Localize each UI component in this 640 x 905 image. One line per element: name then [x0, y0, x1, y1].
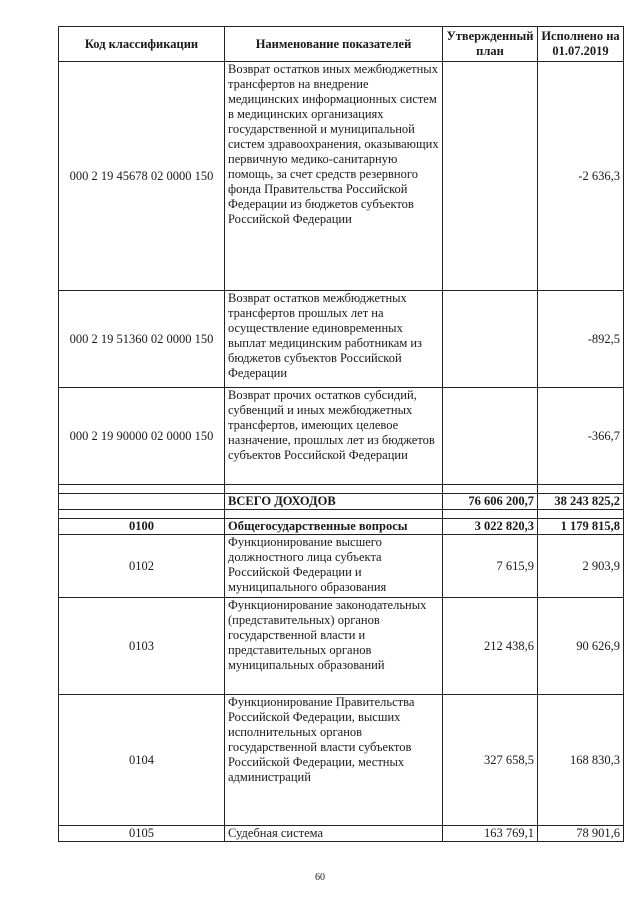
header-done: Исполнено на 01.07.2019 — [538, 27, 624, 62]
row-plan — [443, 291, 538, 388]
row-name: Возврат остатков межбюджетных трансфертов прошлых лет на осуществление единовременных выплат медицинским работникам из бюджетов субъектов Российской Федерации — [225, 291, 443, 388]
row-name: Функционирование высшего должностного лица субъекта Российской Федерации и муниципального образования — [225, 535, 443, 598]
row-done: -2 636,3 — [538, 62, 624, 291]
row-plan: 212 438,6 — [443, 598, 538, 695]
table-row — [59, 62, 624, 291]
row-done: 78 901,6 — [538, 826, 624, 842]
total-plan: 76 606 200,7 — [443, 494, 538, 510]
row-name: Возврат прочих остатков субсидий, субвенций и иных межбюджетных трансфертов, имеющих целевое назначение, прошлых лет из бюджетов субъектов Российской Федерации — [225, 388, 443, 485]
row-name: Судебная система — [225, 826, 443, 842]
spacer-row — [59, 485, 624, 494]
row-plan: 7 615,9 — [443, 535, 538, 598]
header-row — [59, 27, 624, 62]
table-row — [59, 826, 624, 842]
total-done: 38 243 825,2 — [538, 494, 624, 510]
row-plan: 327 658,5 — [443, 695, 538, 826]
section-code: 0100 — [59, 519, 225, 535]
section-done: 1 179 815,8 — [538, 519, 624, 535]
row-code: 000 2 19 90000 02 0000 150 — [59, 388, 225, 485]
header-code: Код классификации — [59, 27, 225, 62]
row-done: 90 626,9 — [538, 598, 624, 695]
section-plan: 3 022 820,3 — [443, 519, 538, 535]
row-name: Функционирование Правительства Российской Федерации, высших исполнительных органов государственной власти субъектов Российской Федерации, местных администраций — [225, 695, 443, 826]
row-name: Возврат остатков иных межбюджетных трансфертов на внедрение медицинских информационных систем в медицинских организациях государственной и муниципальной систем здравоохранения, оказывающих первичную медико-санитарную помощь, за счет средств резервного фонда Правительства Российской Федерации из бюджетов субъектов Российской Федерации — [225, 62, 443, 291]
row-plan — [443, 388, 538, 485]
page-number: 60 — [315, 872, 325, 883]
section-row — [59, 519, 624, 535]
row-name: Функционирование законодательных (представительных) органов государственной власти и представительных органов муниципальных образований — [225, 598, 443, 695]
header-plan: Утвержденный план — [443, 27, 538, 62]
row-code: 0103 — [59, 598, 225, 695]
row-plan: 163 769,1 — [443, 826, 538, 842]
row-code: 0102 — [59, 535, 225, 598]
row-done: 2 903,9 — [538, 535, 624, 598]
row-done: -366,7 — [538, 388, 624, 485]
section-name: Общегосударственные вопросы — [225, 519, 443, 535]
spacer-row — [59, 510, 624, 519]
row-code: 0104 — [59, 695, 225, 826]
budget-table — [58, 26, 624, 842]
row-code: 000 2 19 51360 02 0000 150 — [59, 291, 225, 388]
table-row — [59, 388, 624, 485]
table-row — [59, 291, 624, 388]
row-done: 168 830,3 — [538, 695, 624, 826]
row-code: 000 2 19 45678 02 0000 150 — [59, 62, 225, 291]
row-plan — [443, 62, 538, 291]
row-done: -892,5 — [538, 291, 624, 388]
total-row — [59, 494, 624, 510]
header-name: Наименование показателей — [225, 27, 443, 62]
table-row — [59, 695, 624, 826]
total-label: ВСЕГО ДОХОДОВ — [225, 494, 443, 510]
table-row — [59, 598, 624, 695]
row-code: 0105 — [59, 826, 225, 842]
table-row — [59, 535, 624, 598]
